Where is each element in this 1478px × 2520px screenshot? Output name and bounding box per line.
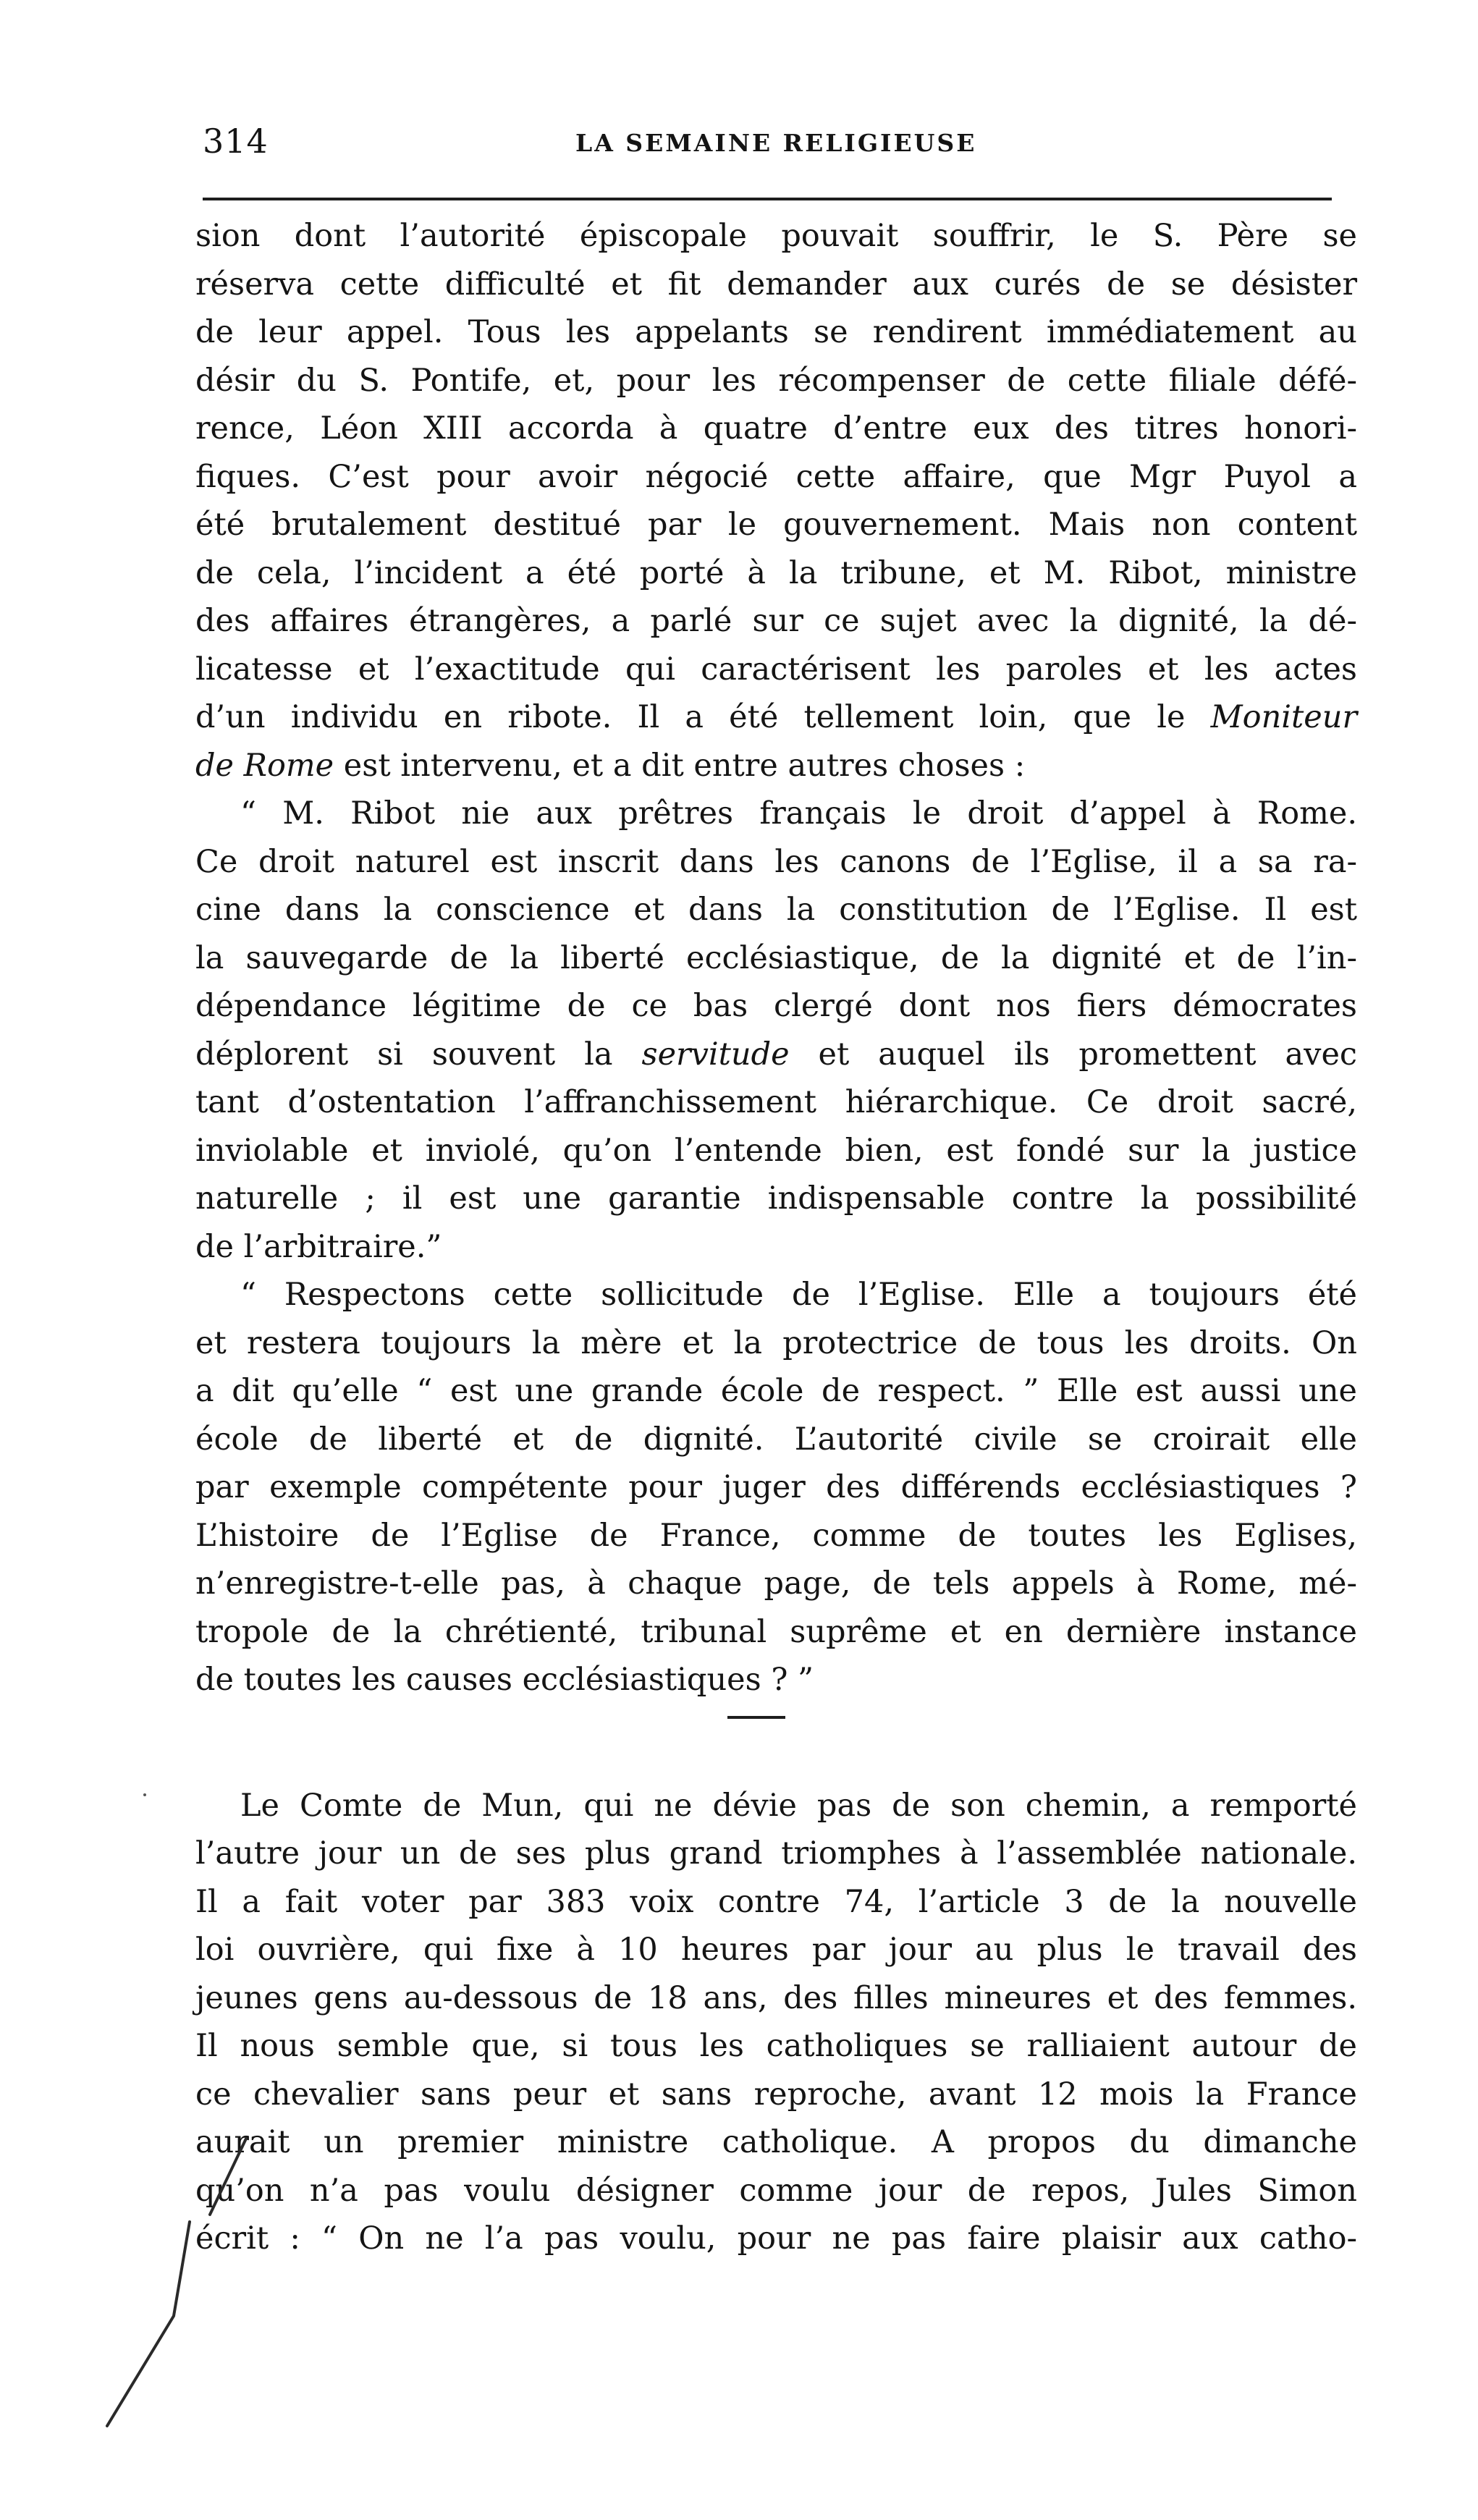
italic-word: servitude	[641, 1036, 790, 1073]
text-line: tropole de la chrétienté, tribunal suprême et en dernière instance	[195, 1613, 1357, 1650]
running-title: LA SEMAINE RELIGIEUSE	[575, 129, 977, 157]
text-line: tant d’ostentation l’affranchissement hiérarchique. Ce droit sacré,	[195, 1084, 1357, 1120]
text-line: désir du S. Pontife, et, pour les récompenser de cette filiale défé-	[195, 362, 1357, 399]
text-line: et restera toujours la mère et la protectrice de tous les droits. On	[195, 1324, 1357, 1361]
italic-title: Moniteur	[1210, 699, 1357, 735]
text-line: licatesse et l’exactitude qui caractérisent les paroles et les actes	[195, 651, 1357, 688]
text-line: de Rome est intervenu, et a dit entre autres choses :	[195, 747, 1026, 784]
text-line: dépendance légitime de ce bas clergé dont nos fiers démocrates	[195, 988, 1357, 1024]
text-line: jeunes gens au-dessous de 18 ans, des filles mineures et des femmes.	[195, 1979, 1357, 2016]
text-line: fiques. C’est pour avoir négocié cette affaire, que Mgr Puyol a	[195, 458, 1357, 495]
text-line: aurait un premier ministre catholique. A propos du dimanche	[195, 2124, 1357, 2160]
text-line: la sauvegarde de la liberté ecclésiastique, de la dignité et de l’in-	[195, 939, 1357, 976]
text-line: de cela, l’incident a été porté à la tribune, et M. Ribot, ministre	[195, 554, 1357, 591]
text-line: écrit : “ On ne l’a pas voulu, pour ne pas faire plaisir aux catho-	[195, 2220, 1357, 2257]
text-line: qu’on n’a pas voulu désigner comme jour de repos, Jules Simon	[195, 2172, 1357, 2209]
page-number: 314	[203, 122, 269, 161]
text-line: Il nous semble que, si tous les catholiques se ralliaient autour de	[195, 2028, 1357, 2064]
text-line: inviolable et inviolé, qu’on l’entende bien, est fondé sur la justice	[195, 1132, 1357, 1169]
text-line: “ M. Ribot nie aux prêtres français le droit d’appel à Rome.	[240, 795, 1357, 832]
text-line: cine dans la conscience et dans la constitution de l’Eglise. Il est	[195, 892, 1357, 928]
text-line: naturelle ; il est une garantie indispensable contre la possibilité	[195, 1180, 1357, 1217]
text-line: des affaires étrangères, a parlé sur ce sujet avec la dignité, la dé-	[195, 603, 1357, 639]
text-line: sion dont l’autorité épiscopale pouvait souffrir, le S. Père se	[195, 218, 1357, 254]
text-line: “ Respectons cette sollicitude de l’Eglise. Elle a toujours été	[240, 1277, 1357, 1313]
text-line: réserva cette difficulté et fit demander aux curés de se désister	[195, 266, 1357, 303]
text-line: déplorent si souvent la servitude et auquel ils promettent avec	[195, 1036, 1357, 1073]
text-line: Ce droit naturel est inscrit dans les canons de l’Eglise, il a sa ra-	[195, 843, 1357, 880]
text-line: L’histoire de l’Eglise de France, comme de toutes les Eglises,	[195, 1517, 1357, 1554]
text-line: de l’arbitraire.”	[195, 1228, 442, 1265]
text-line: rence, Léon XIII accorda à quatre d’entre eux des titres honori-	[195, 410, 1357, 447]
text-line: Le Comte de Mun, qui ne dévie pas de son chemin, a remporté	[240, 1787, 1357, 1824]
text-line: loi ouvrière, qui fixe à 10 heures par jour au plus le travail des	[195, 1932, 1357, 1968]
text-line: a dit qu’elle “ est une grande école de respect. ” Elle est aussi une	[195, 1373, 1357, 1409]
text-line: Il a fait voter par 383 voix contre 74, l’article 3 de la nouvelle	[195, 1883, 1357, 1920]
text-line: de toutes les causes ecclésiastiques ? ”	[195, 1662, 814, 1698]
text-line: été brutalement destitué par le gouvernement. Mais non content	[195, 507, 1357, 543]
text-line: d’un individu en ribote. Il a été tellement loin, que le Moniteur	[195, 699, 1357, 735]
text-line: de leur appel. Tous les appelants se rendirent immédiatement au	[195, 314, 1357, 350]
text-line: l’autre jour un de ses plus grand triomphes à l’assemblée nationale.	[195, 1835, 1357, 1872]
text-line: école de liberté et de dignité. L’autorité civile se croirait elle	[195, 1421, 1357, 1458]
text-line: par exemple compétente pour juger des différends ecclésiastiques ?	[195, 1469, 1357, 1505]
italic-title: de Rome	[195, 747, 334, 784]
text-line: n’enregistre-t-elle pas, à chaque page, de tels appels à Rome, mé-	[195, 1565, 1357, 1602]
text-line: ce chevalier sans peur et sans reproche, avant 12 mois la France	[195, 2076, 1357, 2113]
